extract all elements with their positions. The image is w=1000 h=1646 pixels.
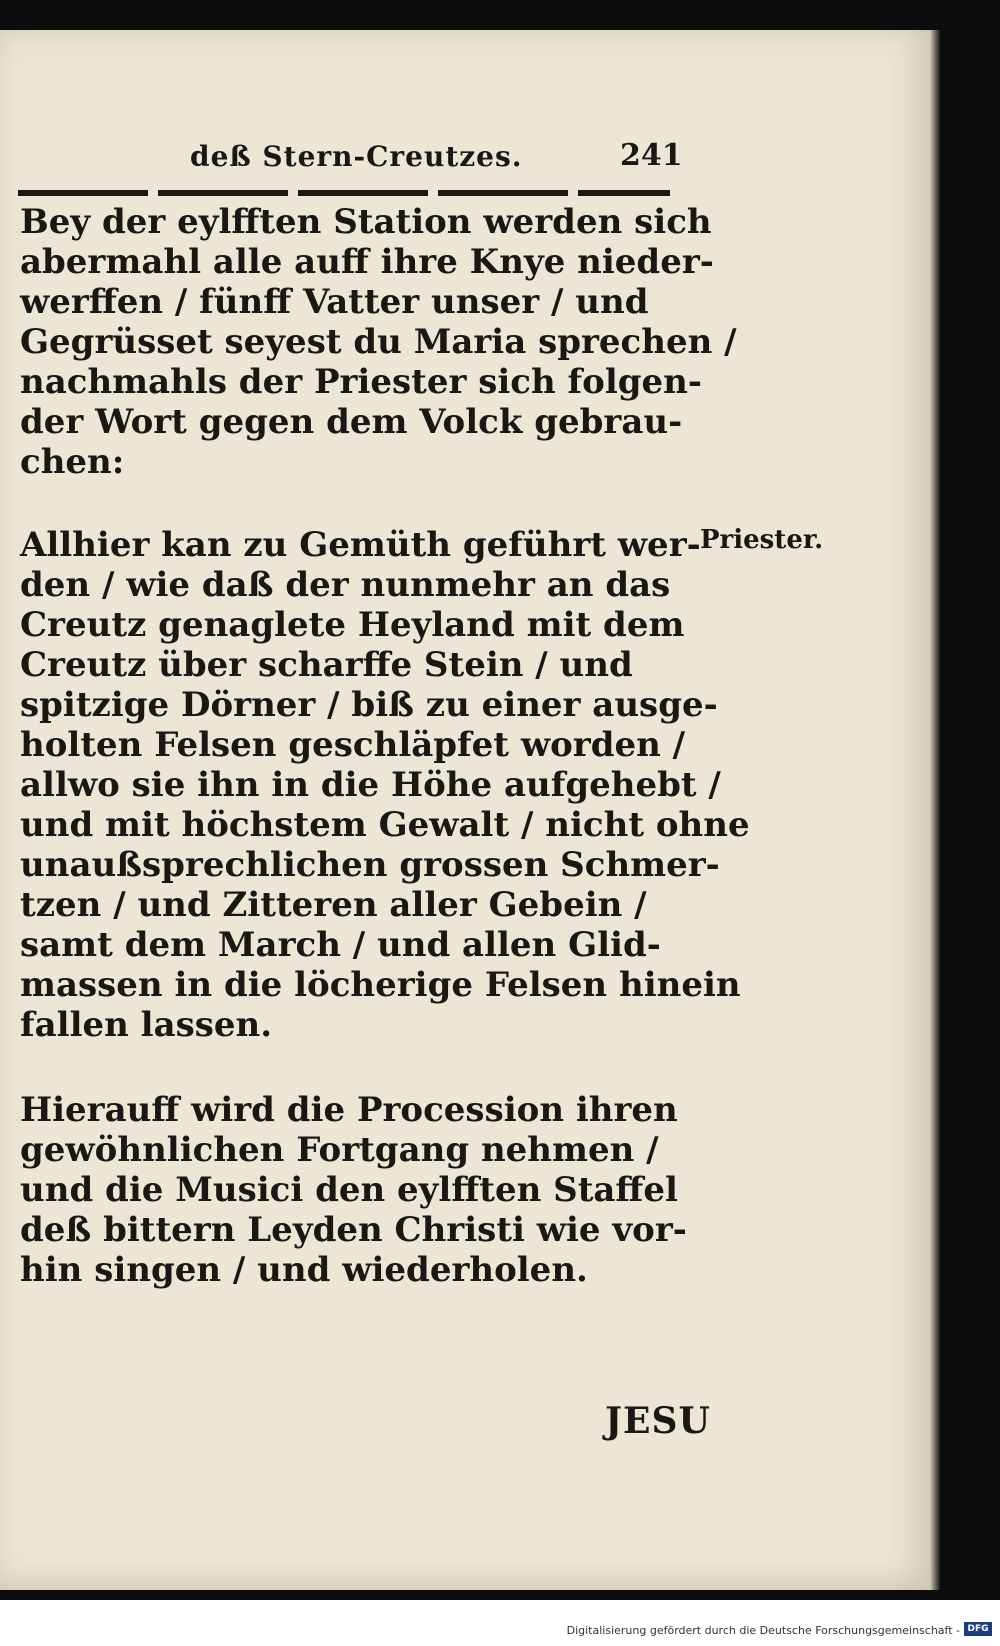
text-line: den / wie daß der nunmehr an das <box>20 565 671 605</box>
header-rule <box>18 190 670 196</box>
text-line: holten Felsen geschläpfet worden / <box>20 725 686 765</box>
text-line: massen in die löcherige Felsen hinein <box>20 965 741 1005</box>
text-line: Bey der eylfften Station werden sich <box>20 202 712 242</box>
text-line: Gegrüsset seyest du Maria sprechen / <box>20 322 737 362</box>
text-line: Allhier kan zu Gemüth geführt wer- <box>20 525 701 565</box>
book-page <box>0 30 930 1590</box>
paragraph-2 <box>20 525 750 1045</box>
page-number: 241 <box>620 138 683 173</box>
text-line: und mit höchstem Gewalt / nicht ohne <box>20 805 750 845</box>
text-line: nachmahls der Priester sich folgen- <box>20 362 702 402</box>
footer-bar <box>0 1600 1000 1646</box>
text-line: werffen / fünff Vatter unser / und <box>20 282 649 322</box>
text-line: tzen / und Zitteren aller Gebein / <box>20 885 647 925</box>
text-line: unaußsprechlichen grossen Schmer- <box>20 845 720 885</box>
text-line: chen: <box>20 442 125 482</box>
text-line: allwo sie ihn in die Höhe aufgehebt / <box>20 765 721 805</box>
marginal-note: Priester. <box>700 525 824 555</box>
funding-credit: Digitalisierung gefördert durch die Deutsche Forschungsgemeinschaft - <box>566 1624 960 1637</box>
text-line: samt dem March / und allen Glid- <box>20 925 661 965</box>
text-line: und die Musici den eylfften Staffel <box>20 1170 678 1210</box>
paragraph-1 <box>20 202 737 482</box>
page-header <box>180 130 683 180</box>
text-line: hin singen / und wiederholen. <box>20 1250 588 1290</box>
text-line: spitzige Dörner / biß zu einer ausge- <box>20 685 718 725</box>
text-line: Hierauff wird die Procession ihren <box>20 1090 678 1130</box>
text-line: deß bittern Leyden Christi wie vor- <box>20 1210 687 1250</box>
paragraph-3 <box>20 1090 687 1290</box>
text-line: fallen lassen. <box>20 1005 273 1045</box>
dfg-logo: DFG <box>964 1622 992 1636</box>
text-line: abermahl alle auff ihre Knye nieder- <box>20 242 714 282</box>
page-edge-shadow <box>930 30 940 1590</box>
text-line: Creutz über scharffe Stein / und <box>20 645 633 685</box>
text-line: gewöhnlichen Fortgang nehmen / <box>20 1130 659 1170</box>
catchword: JESU <box>605 1400 711 1442</box>
text-line: Creutz genaglete Heyland mit dem <box>20 605 685 645</box>
running-title: deß Stern-Creutzes. <box>190 140 523 173</box>
text-line: der Wort gegen dem Volck gebrau- <box>20 402 683 442</box>
